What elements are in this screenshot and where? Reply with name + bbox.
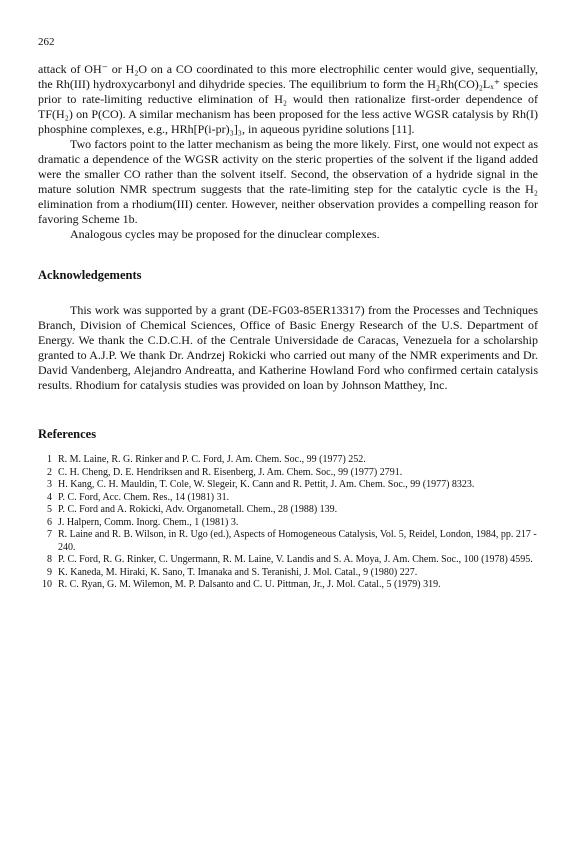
page <box>38 36 538 592</box>
reference-text: H. Kang, C. H. Mauldin, T. Cole, W. Slegeir, K. Cann and R. Pettit, J. Am. Chem. Soc., 99 (1977) 8323. <box>58 479 475 490</box>
reference-list <box>38 454 538 592</box>
reference-number: 5 <box>47 504 52 515</box>
reference-number: 3 <box>47 479 52 490</box>
reference-number: 10 <box>42 579 52 590</box>
paragraph-3: Analogous cycles may be proposed for the dinuclear complexes. <box>70 227 380 241</box>
reference-number: 6 <box>47 516 52 528</box>
reference-number: 4 <box>47 491 52 503</box>
page-number: 262 <box>38 36 55 48</box>
reference-number: 9 <box>47 566 52 578</box>
reference-number: 2 <box>47 466 52 478</box>
reference-number: 7 <box>47 529 52 540</box>
paragraph-1: attack of OH⁻ or H₂O on a CO coordinated to this more electrophilic center would give, sequentially, the Rh(III) hydroxycarbonyl and dihydride species. The equilibrium to form the H₂Rh(CO)₂Lₓ⁺ species prior to rate-limiting reductive elimination of H₂ would then rationalize first-order dependence of TF(H₂) on P(CO). A similar mechanism has been proposed for the less active WGSR catalysis by Rh(I) phosphine complexes, e.g., HRh[P(i-pr)₃]₃, in aqueous pyridine solutions [11]. <box>38 62 538 136</box>
reference-item <box>38 567 538 580</box>
reference-text: C. H. Cheng, D. E. Hendriksen and R. Eisenberg, J. Am. Chem. Soc., 99 (1977) 2791. <box>58 466 403 478</box>
reference-number: 8 <box>47 554 52 565</box>
reference-item <box>38 579 538 592</box>
reference-text: R. M. Laine, R. G. Rinker and P. C. Ford, J. Am. Chem. Soc., 99 (1977) 252. <box>58 454 366 465</box>
reference-text: P. C. Ford, R. G. Rinker, C. Ungermann, R. M. Laine, V. Landis and S. A. Moya, J. Am. Chem. Soc., 100 (1978) 4595. <box>58 554 533 565</box>
reference-item <box>38 554 538 567</box>
acknowledgements-heading: Acknowledgements <box>38 268 142 282</box>
acknowledgements-text: This work was supported by a grant (DE-FG03-85ER13317) from the Processes and Techniques Branch, Division of Chemical Sciences, Office of Basic Energy Research of the U.S. Department of Energy. We thank the C.D.C.H. of the Centrale Universidade de Caracas, Venezuela for a scholarship granted to A.J.P. We thank Dr. Andrzej Rokicki who carried out many of the NMR experiments and Dr. David Vandenberg, Alejandro Andreatta, and Katherine Howland Ford who confirmed certain catalysis results. Rhodium for catalysis studies was provided on loan by Johnson Matthey, Inc. <box>38 303 538 392</box>
paragraph-2: Two factors point to the latter mechanism as being the more likely. First, one would not expect as dramatic a dependence of the WGSR activity on the steric properties of the solvent if the ligand added were the smaller CO rather than the solvent itself. Second, the observation of a hydride signal in the mature solution NMR spectrum suggests that the rate-limiting step for the catalytic cycle is the H₂ elimination from a rhodium(III) center. However, neither observation provides a compelling reason for favoring Scheme 1b. <box>38 137 538 226</box>
reference-text: R. C. Ryan, G. M. Wilemon, M. P. Dalsanto and C. U. Pittman, Jr., J. Mol. Catal., 5 (1979) 319. <box>58 579 441 590</box>
references-heading: References <box>38 427 97 441</box>
reference-item <box>38 454 538 467</box>
reference-item <box>38 467 538 480</box>
reference-text: J. Halpern, Comm. Inorg. Chem., 1 (1981) 3. <box>58 516 239 528</box>
reference-number: 1 <box>47 454 52 465</box>
acknowledgements-section <box>38 303 538 393</box>
reference-text: P. C. Ford, Acc. Chem. Res., 14 (1981) 31. <box>58 491 230 503</box>
reference-item <box>38 479 538 492</box>
reference-text: P. C. Ford and A. Rokicki, Adv. Organometall. Chem., 28 (1988) 139. <box>58 504 338 515</box>
reference-text: K. Kaneda, M. Hiraki, K. Sano, T. Imanaka and S. Teranishi, J. Mol. Catal., 9 (1980) 227. <box>58 566 418 578</box>
body-text <box>38 62 538 242</box>
reference-item <box>38 517 538 530</box>
reference-item <box>38 492 538 505</box>
reference-text: R. Laine and R. B. Wilson, in R. Ugo (ed.), Aspects of Homogeneous Catalysis, Vol. 5, Reidel, London, 1984, pp. 217 - 240. <box>58 529 537 553</box>
reference-item <box>38 529 538 554</box>
reference-item <box>38 504 538 517</box>
